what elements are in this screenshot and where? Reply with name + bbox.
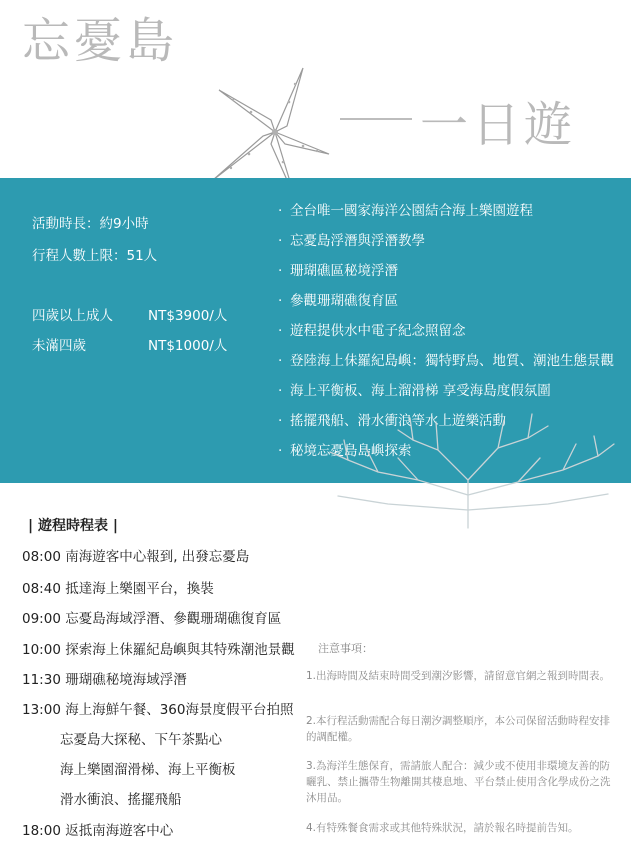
note-item: 1.出海時間及結束時間受到潮汐影響，請留意官網之報到時間表。	[306, 670, 611, 682]
price-label-adult: 四歲以上成人	[32, 308, 113, 324]
feature-item: · 秘境忘憂島島嶼探索	[278, 443, 412, 459]
schedule-item: 13:00 海上海鮮午餐、360海景度假平台拍照	[22, 702, 294, 718]
note-item: 4.有特殊餐食需求或其他特殊狀況，請於報名時提前告知。	[306, 822, 579, 834]
schedule-item: 11:30 珊瑚礁秘境海域浮潛	[22, 672, 187, 688]
schedule-item: 海上樂園溜滑梯、海上平衡板	[60, 762, 236, 778]
feature-item: · 珊瑚礁區秘境浮潛	[278, 263, 398, 279]
feature-item: · 海上平衡板、海上溜滑梯 享受海島度假氛圍	[278, 383, 551, 399]
title-divider	[340, 118, 412, 120]
page-subtitle: 一日遊	[420, 97, 577, 153]
feature-item: · 全台唯一國家海洋公園結合海上樂園遊程	[278, 203, 533, 219]
schedule-item: 08:00 南海遊客中心報到, 出發忘憂島	[22, 549, 250, 565]
note-item: 2.本行程活動需配合每日潮汐調整順序，本公司保留活動時程安排的調配權。	[306, 715, 611, 743]
schedule-item: 滑水衝浪、搖擺飛船	[60, 792, 182, 808]
duration-text: 活動時長：約9小時	[32, 216, 149, 232]
schedule-item: 09:00 忘憂島海域浮潛、參觀珊瑚礁復育區	[22, 611, 282, 627]
feature-item: · 登陸海上佅羅紀島嶼：獨特野鳥、地質、潮池生態景觀	[278, 353, 614, 369]
coral-icon	[318, 400, 618, 530]
price-value-child: NT$1000/人	[148, 338, 228, 354]
schedule-item: 10:00 探索海上佅羅紀島嶼與其特殊潮池景觀	[22, 642, 295, 658]
feature-item: · 忘憂島浮潛與浮潛教學	[278, 233, 425, 249]
feature-item: · 搖擺飛船、滑水衝浪等水上遊樂活動	[278, 413, 506, 429]
feature-item: · 參觀珊瑚礁復育區	[278, 293, 398, 309]
schedule-item: 18:00 返抵南海遊客中心	[22, 823, 174, 839]
note-item: 3.為海洋生態保育，需請旅人配合：減少或不使用非環境友善的防曬乳、禁止攜帶生物離開其棲息地、平台禁止使用含化學成份之洗沐用品。	[306, 760, 611, 804]
schedule-item: 忘憂島大探秘、下午茶點心	[60, 732, 222, 748]
price-value-adult: NT$3900/人	[148, 308, 228, 324]
schedule-title: | 遊程時程表 |	[28, 518, 118, 534]
capacity-text: 行程人數上限：51人	[32, 248, 158, 264]
page-title: 忘憂島	[22, 13, 179, 69]
schedule-item: 08:40 抵達海上樂園平台，換裝	[22, 581, 214, 597]
price-label-child: 未滿四歲	[32, 338, 86, 354]
feature-item: · 遊程提供水中電子紀念照留念	[278, 323, 466, 339]
notes-title: 注意事項：	[318, 642, 373, 655]
